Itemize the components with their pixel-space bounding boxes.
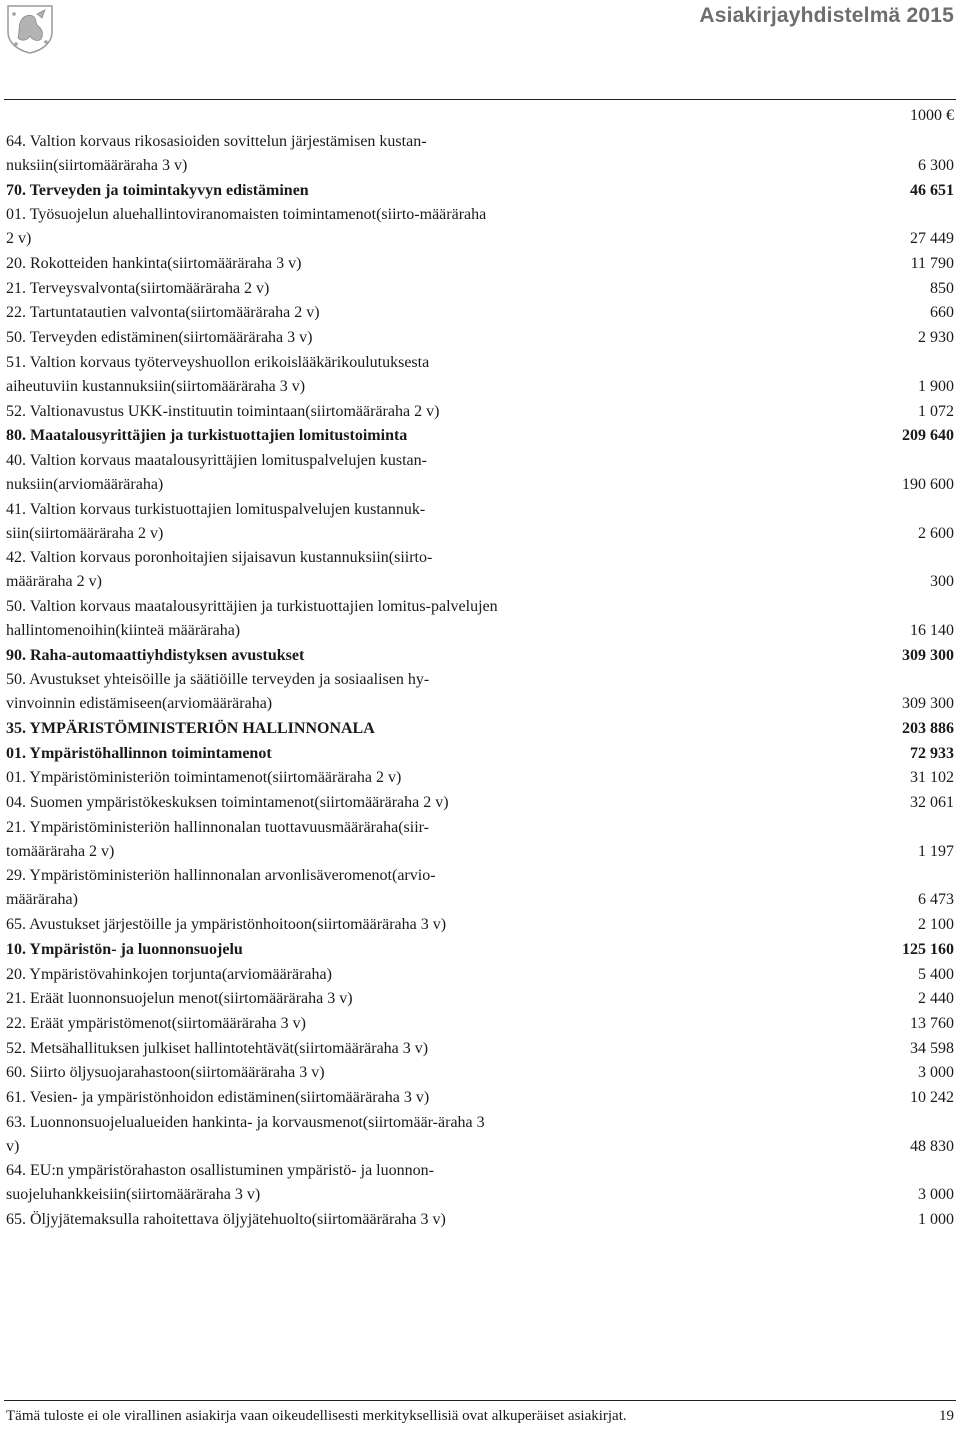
table-row <box>6 913 954 937</box>
row-label: 04. Suomen ympäristökeskuksen toimintamenot(siirtomääräraha 2 v) <box>6 794 449 812</box>
row-label: 51. Valtion korvaus työterveyshuollon erikoislääkärikoulutuksesta aiheutuviin kustannuksiin(siirtomääräraha 3 v) <box>6 353 430 395</box>
row-value: 32 061 <box>910 794 954 812</box>
row-label: 01. Ympäristöministeriön toimintamenot(siirtomääräraha 2 v) <box>6 769 402 787</box>
budget-table <box>6 104 954 1233</box>
table-row <box>6 1208 954 1232</box>
row-value: 2 440 <box>918 990 954 1008</box>
table-row <box>6 1037 954 1061</box>
row-value: 2 930 <box>918 329 954 347</box>
table-row <box>6 668 954 716</box>
table-row <box>6 277 954 301</box>
row-value: 1 072 <box>918 402 954 420</box>
page-footer <box>6 1405 954 1427</box>
row-value: 11 790 <box>910 255 954 273</box>
row-value: 10 242 <box>910 1088 954 1106</box>
row-value: 203 886 <box>902 720 954 737</box>
row-value: 3 000 <box>918 1064 954 1082</box>
table-row <box>6 766 954 790</box>
row-value: 13 760 <box>910 1014 954 1032</box>
row-label: 80. Maatalousyrittäjien ja turkistuottajien lomitustoiminta <box>6 427 408 445</box>
row-value: 16 140 <box>910 621 954 639</box>
row-value: 125 160 <box>902 940 954 958</box>
row-value: 31 102 <box>910 769 954 787</box>
row-value: 34 598 <box>910 1039 954 1057</box>
table-row <box>6 1012 954 1036</box>
row-value: 1 900 <box>918 377 954 395</box>
row-label: 50. Valtion korvaus maatalousyrittäjien ja turkistuottajien lomitus-palvelujen hallintomenoihin(kiinteä määräraha) <box>6 597 498 639</box>
table-row <box>6 742 954 766</box>
table-row <box>6 449 954 497</box>
table-row <box>6 179 954 203</box>
row-label: 21. Eräät luonnonsuojelun menot(siirtomääräraha 3 v) <box>6 990 353 1008</box>
row-value: 309 300 <box>902 646 954 664</box>
row-value: 27 449 <box>910 230 954 248</box>
row-value: 1 197 <box>918 842 954 860</box>
row-label: 90. Raha-automaattiyhdistyksen avustukset <box>6 646 305 664</box>
row-label: 41. Valtion korvaus turkistuottajien lomituspalvelujen kustannuk-siin(siirtomääräraha 2 v) <box>6 500 426 542</box>
header-divider <box>4 99 956 100</box>
table-row <box>6 1111 954 1159</box>
table-row <box>6 717 954 741</box>
row-label: 50. Avustukset yhteisöille ja säätiöille terveyden ja sosiaalisen hy-vinvoinnin edistämiseen(arviomääräraha) <box>6 671 430 713</box>
row-value: 2 600 <box>918 524 954 542</box>
footer-disclaimer: Tämä tuloste ei ole virallinen asiakirja vaan oikeudellisesti merkityksellisiä ovat alkuperäiset asiakirjat. <box>6 1408 627 1424</box>
page-header <box>0 0 960 100</box>
table-row <box>6 1061 954 1085</box>
table-row <box>6 595 954 643</box>
table-row <box>6 816 954 864</box>
row-value: 72 933 <box>910 744 954 762</box>
row-label: 52. Valtionavustus UKK-instituutin toimintaan(siirtomääräraha 2 v) <box>6 402 440 420</box>
table-row <box>6 938 954 962</box>
row-label: 01. Ympäristöhallinnon toimintamenot <box>6 744 272 762</box>
row-label: 22. Eräät ympäristömenot(siirtomääräraha 3 v) <box>6 1014 306 1032</box>
table-row <box>6 130 954 178</box>
row-value: 190 600 <box>902 475 954 493</box>
table-row <box>6 326 954 350</box>
footer-divider <box>4 1400 956 1401</box>
table-row <box>6 301 954 325</box>
table-row <box>6 400 954 424</box>
table-row <box>6 424 954 448</box>
row-value: 850 <box>930 279 954 297</box>
row-label: 64. EU:n ympäristörahaston osallistuminen ympäristö- ja luonnon-suojeluhankkeisiin(siirtomääräraha 3 v) <box>6 1162 434 1204</box>
row-label: 21. Ympäristöministeriön hallinnonalan tuottavuusmääräraha(siir-tomääräraha 2 v) <box>6 818 429 860</box>
row-label: 35. YMPÄRISTÖMINISTERIÖN HALLINNONALA <box>6 720 375 737</box>
row-label: 60. Siirto öljysuojarahastoon(siirtomääräraha 3 v) <box>6 1064 325 1082</box>
row-value: 209 640 <box>902 427 954 445</box>
row-label: 22. Tartuntatautien valvonta(siirtomääräraha 2 v) <box>6 304 320 322</box>
row-label: 64. Valtion korvaus rikosasioiden sovittelun järjestämisen kustan-nuksiin(siirtomääräraha 3 v) <box>6 133 427 174</box>
row-label: 65. Avustukset järjestöille ja ympäristönhoitoon(siirtomääräraha 3 v) <box>6 916 447 934</box>
row-label: 63. Luonnonsuojelualueiden hankinta- ja korvausmenot(siirtomäär-äraha 3 v) <box>6 1113 485 1155</box>
row-label: 42. Valtion korvaus poronhoitajien sijaisavun kustannuksiin(siirto-määräraha 2 v) <box>6 549 433 591</box>
row-label: 65. Öljyjätemaksulla rahoitettava öljyjätehuolto(siirtomääräraha 3 v) <box>6 1211 446 1228</box>
table-row <box>6 546 954 594</box>
row-label: 29. Ympäristöministeriön hallinnonalan arvonlisäveromenot(arvio-määräraha) <box>6 867 436 909</box>
row-label: 01. Työsuojelun aluehallintoviranomaisten toimintamenot(siirto-määräraha 2 v) <box>6 206 487 248</box>
table-row <box>6 252 954 276</box>
row-label: 10. Ympäristön- ja luonnonsuojelu <box>6 940 243 958</box>
table-row <box>6 203 954 251</box>
unit-label: 1000 € <box>910 107 954 124</box>
row-label: 40. Valtion korvaus maatalousyrittäjien lomituspalvelujen kustan-nuksiin(arviomääräraha) <box>6 451 427 493</box>
table-row <box>6 644 954 668</box>
coat-of-arms-logo <box>4 2 56 54</box>
row-value: 660 <box>930 304 954 322</box>
table-row <box>6 351 954 399</box>
row-value: 3 000 <box>918 1186 954 1204</box>
row-value: 6 473 <box>918 891 954 909</box>
row-label: 61. Vesien- ja ympäristönhoidon edistäminen(siirtomääräraha 3 v) <box>6 1088 430 1106</box>
table-row <box>6 498 954 546</box>
row-label: 52. Metsähallituksen julkiset hallintotehtävät(siirtomääräraha 3 v) <box>6 1039 429 1057</box>
row-value: 309 300 <box>902 695 954 713</box>
row-value: 2 100 <box>918 916 954 934</box>
row-label: 20. Rokotteiden hankinta(siirtomääräraha 3 v) <box>6 255 302 273</box>
table-row <box>6 864 954 912</box>
table-row <box>6 791 954 815</box>
row-value: 300 <box>930 573 954 591</box>
table-row <box>6 1086 954 1110</box>
row-label: 21. Terveysvalvonta(siirtomääräraha 2 v) <box>6 279 270 297</box>
row-value: 1 000 <box>918 1211 954 1228</box>
row-value: 46 651 <box>910 181 954 199</box>
row-label: 50. Terveyden edistäminen(siirtomääräraha 3 v) <box>6 329 313 347</box>
document-title: Asiakirjayhdistelmä 2015 <box>699 4 954 27</box>
table-row <box>6 963 954 987</box>
row-value: 5 400 <box>918 965 954 983</box>
row-label: 20. Ympäristövahinkojen torjunta(arviomääräraha) <box>6 965 332 983</box>
row-label: 70. Terveyden ja toimintakyvyn edistäminen <box>6 181 309 199</box>
table-row <box>6 1159 954 1207</box>
row-value: 6 300 <box>918 157 954 174</box>
table-row <box>6 987 954 1011</box>
row-value: 48 830 <box>910 1137 954 1155</box>
page-number: 19 <box>939 1408 954 1424</box>
